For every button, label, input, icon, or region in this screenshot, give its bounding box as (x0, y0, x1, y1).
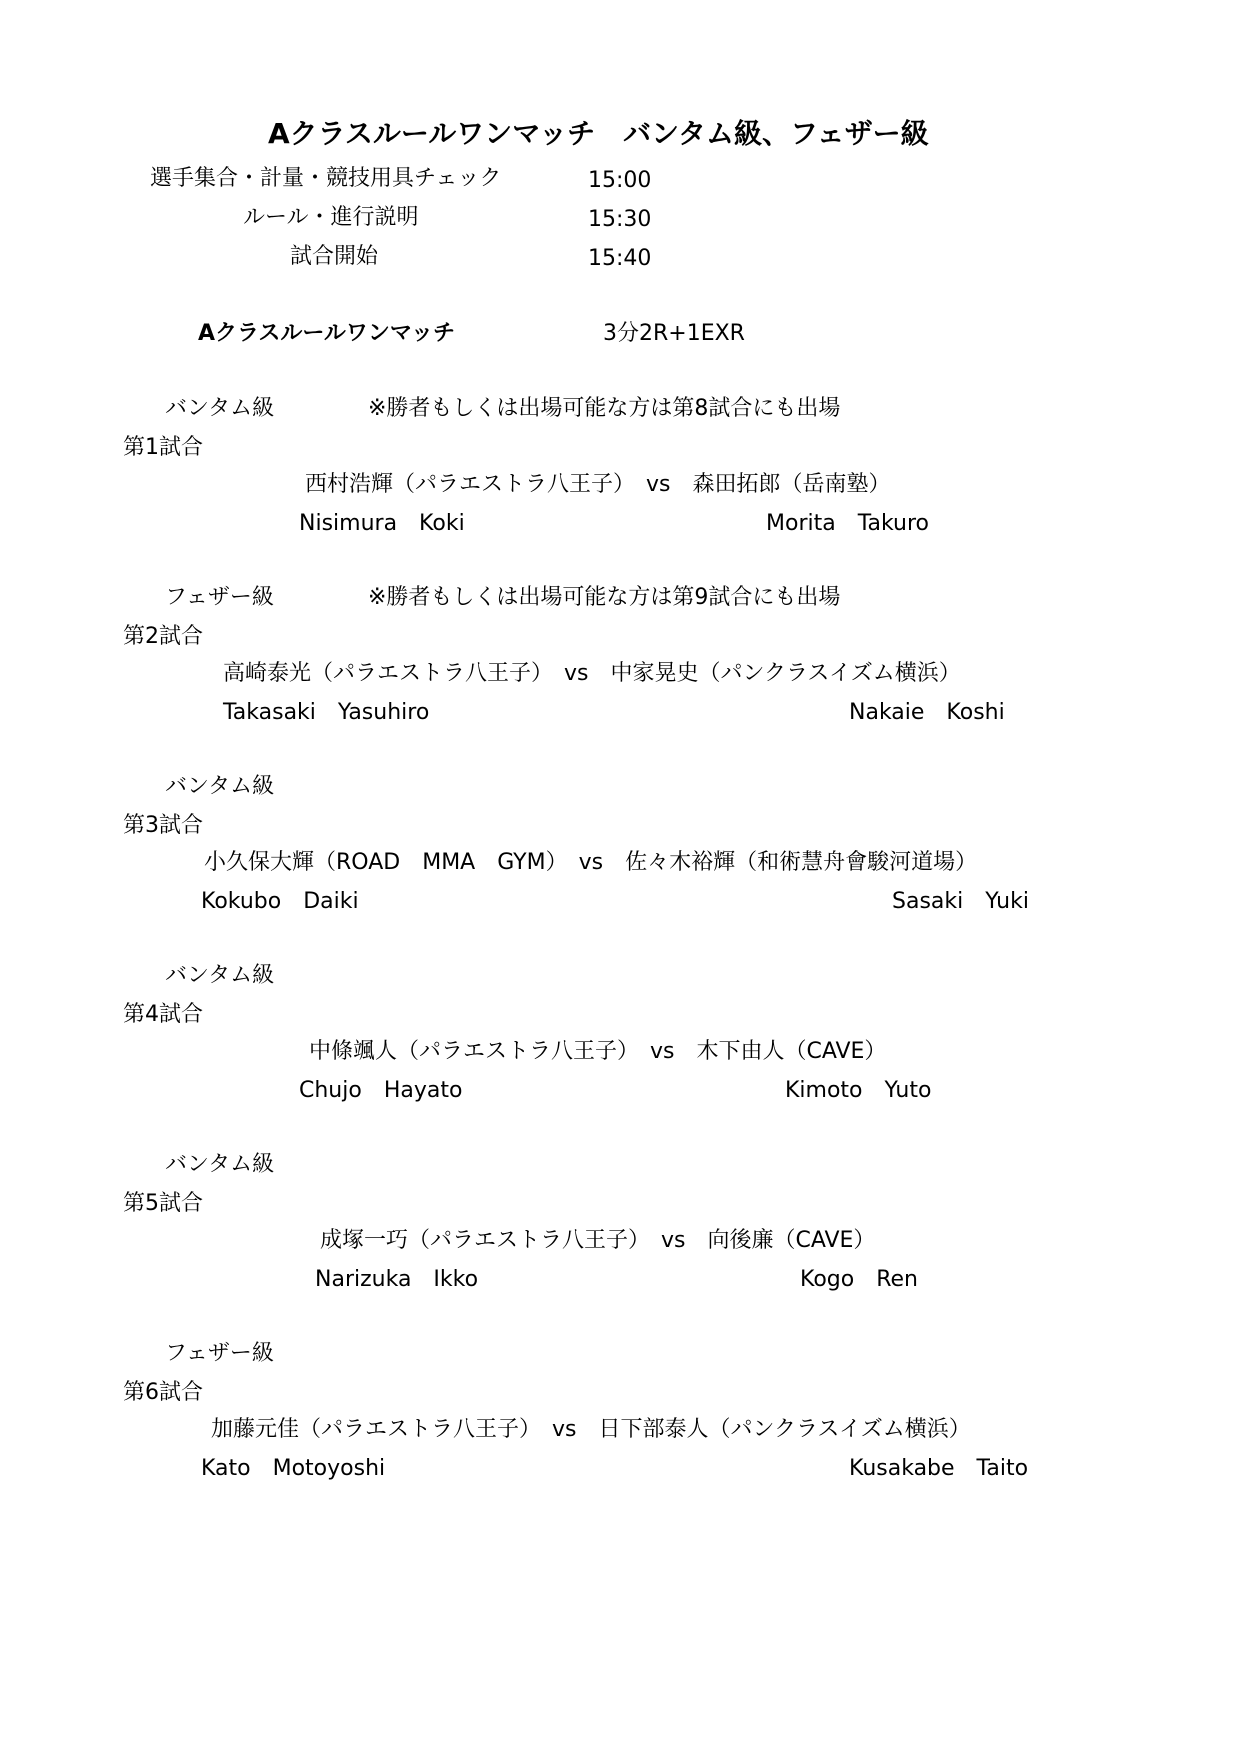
bout-left-romaji: Takasaki Yasuhiro (223, 700, 430, 725)
bout-number: 第1試合 (123, 435, 203, 460)
schedule-time-rules: 15:30 (588, 207, 652, 232)
bout-right-romaji: Kogo Ren (800, 1267, 918, 1292)
bout-right-romaji: Morita Takuro (766, 511, 930, 536)
bout-number: 第3試合 (123, 813, 203, 838)
bout-right-romaji: Kimoto Yuto (785, 1078, 932, 1103)
bout-left-romaji: Nisimura Koki (299, 511, 465, 536)
bout-note: ※勝者もしくは出場可能な方は第8試合にも出場 (368, 396, 841, 421)
bout-matchup: 小久保大輝（ROAD MMA GYM） vs 佐々木裕輝（和術慧舟會駿河道場） (204, 850, 978, 875)
bout-left-romaji: Kato Motoyoshi (201, 1456, 386, 1481)
bout-number: 第5試合 (123, 1191, 203, 1216)
bout-weight-class: バンタム級 (165, 1152, 275, 1177)
schedule-time-assembly: 15:00 (588, 168, 652, 193)
bout-matchup: 高崎泰光（パラエストラ八王子） vs 中家晃史（パンクラスイズム横浜） (223, 661, 961, 686)
bout-weight-class: バンタム級 (165, 396, 275, 421)
bout-number: 第6試合 (123, 1380, 203, 1405)
bout-number: 第2試合 (123, 624, 203, 649)
rule-format: 3分2R+1EXR (603, 321, 745, 346)
page-title: Aクラスルールワンマッチ バンタム級、フェザー級 (268, 117, 929, 150)
bout-matchup: 加藤元佳（パラエストラ八王子） vs 日下部泰人（パンクラスイズム横浜） (211, 1417, 971, 1442)
bout-right-romaji: Sasaki Yuki (892, 889, 1029, 914)
bout-matchup: 中條颯人（パラエストラ八王子） vs 木下由人（CAVE） (309, 1039, 887, 1064)
schedule-label-start: 試合開始 (290, 244, 379, 269)
schedule-time-start: 15:40 (588, 246, 652, 271)
bout-number: 第4試合 (123, 1002, 203, 1027)
bout-right-romaji: Nakaie Koshi (849, 700, 1005, 725)
schedule-label-assembly: 選手集合・計量・競技用具チェック (150, 166, 502, 191)
bout-weight-class: フェザー級 (165, 1341, 274, 1366)
bout-left-romaji: Kokubo Daiki (201, 889, 359, 914)
bout-left-romaji: Narizuka Ikko (315, 1267, 479, 1292)
bout-note: ※勝者もしくは出場可能な方は第9試合にも出場 (368, 585, 841, 610)
schedule-label-rules: ルール・進行説明 (243, 205, 419, 230)
rule-name: Aクラスルールワンマッチ (198, 321, 456, 346)
bout-weight-class: バンタム級 (165, 774, 275, 799)
bout-weight-class: バンタム級 (165, 963, 275, 988)
bout-left-romaji: Chujo Hayato (299, 1078, 463, 1103)
bout-weight-class: フェザー級 (165, 585, 274, 610)
bout-right-romaji: Kusakabe Taito (849, 1456, 1029, 1481)
bout-matchup: 成塚一巧（パラエストラ八王子） vs 向後廉（CAVE） (320, 1228, 876, 1253)
bout-matchup: 西村浩輝（パラエストラ八王子） vs 森田拓郎（岳南塾） (305, 472, 891, 497)
